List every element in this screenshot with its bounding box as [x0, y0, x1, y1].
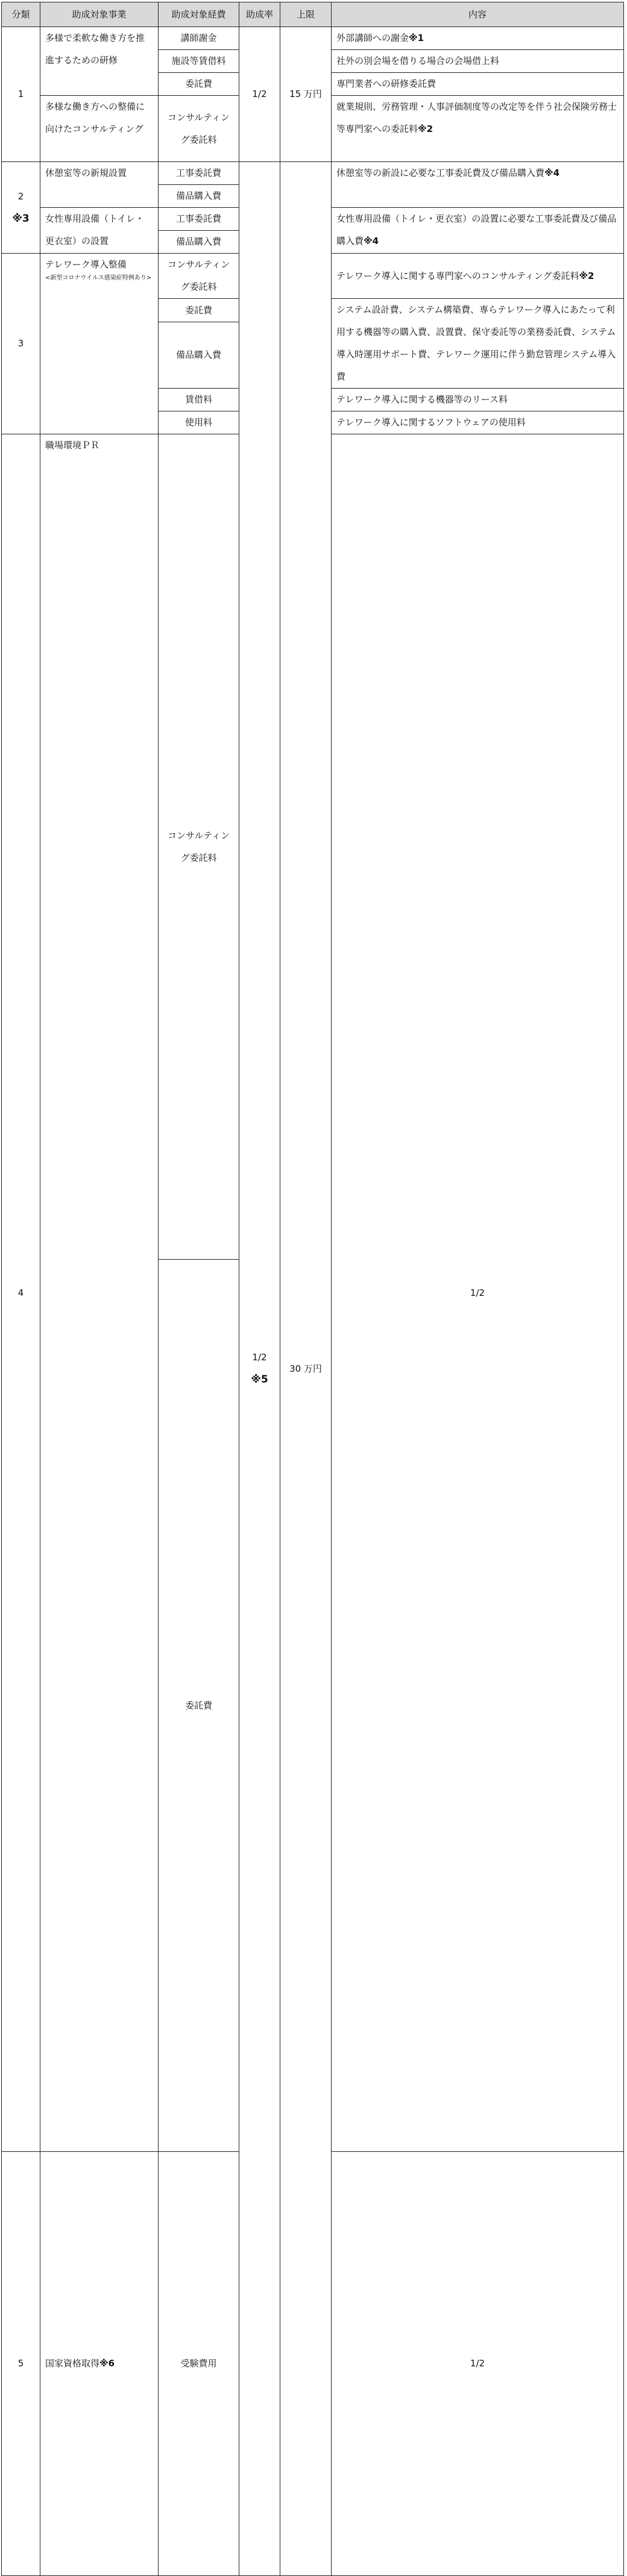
program-1b: 多様な働き方への整備に向けたコンサルティング	[40, 96, 159, 162]
content-1a3: 専門業者への研修委託費	[332, 73, 624, 96]
content-text: テレワーク導入に関する専門家へのコンサルティング委託料	[336, 270, 579, 281]
program-5	[40, 2152, 159, 2576]
expense-3-1: コンサルティング委託料	[159, 254, 239, 299]
note-mark: ※2	[418, 123, 433, 134]
header-program: 助成対象事業	[40, 2, 159, 27]
category-4: 4	[2, 434, 40, 2152]
content-1a1	[332, 27, 624, 50]
content-text: 就業規則、労務管理・人事評価制度等の改定等を伴う社会保険労務士等専門家への委託料	[336, 101, 617, 134]
expense-3-3: 備品購入費	[159, 322, 239, 389]
header-content: 内容	[332, 2, 624, 27]
expense-1a2: 施設等賃借料	[159, 50, 239, 73]
note-mark: ※2	[579, 270, 594, 281]
content-2a	[332, 162, 624, 208]
expense-1b: コンサルティング委託料	[159, 96, 239, 162]
rate-1: 1/2	[239, 27, 280, 162]
content-text: 休憩室等の新設に必要な工事委託費及び備品購入費	[336, 167, 545, 178]
note-mark: ※6	[99, 2358, 115, 2369]
program-2b: 女性専用設備（トイレ・更衣室）の設置	[40, 208, 159, 254]
content-3-4: テレワーク導入に関する機器等のリース料	[332, 389, 624, 411]
expense-4-1: コンサルティング委託料	[159, 434, 239, 1260]
table-row	[2, 162, 624, 185]
category-5: 5	[2, 2152, 40, 2576]
content-3-2: システム設計費、システム構築費、専らテレワーク導入にあたって利用する機器等の購入費、設置費、保守委託等の業務委託費、システム導入時運用サポート費、テレワーク運用に伴う勤怠管理システム導入費	[332, 299, 624, 389]
expense-1a3: 委託費	[159, 73, 239, 96]
expense-2a1: 工事委託費	[159, 162, 239, 185]
note-mark: ※4	[544, 167, 560, 178]
limit-mid: 30 万円	[280, 162, 332, 2576]
rate-mid	[239, 162, 280, 2576]
category-3: 3	[2, 254, 40, 434]
expense-2b2: 備品購入費	[159, 231, 239, 254]
program-3	[40, 254, 159, 434]
rate-value: 1/2	[252, 1352, 267, 1363]
expense-3-5: 使用料	[159, 411, 239, 434]
expense-2b1: 工事委託費	[159, 208, 239, 231]
expense-3-2: 委託費	[159, 299, 239, 322]
header-rate: 助成率	[239, 2, 280, 27]
program-note: <新型コロナウイルス感染症特例あり>	[45, 275, 152, 281]
note-mark: ※4	[364, 236, 379, 246]
content-text: 外部講師への謝金	[336, 33, 409, 43]
content-3-5: テレワーク導入に関するソフトウェアの使用料	[332, 411, 624, 434]
content-1a2: 社外の別会場を借りる場合の会場借上料	[332, 50, 624, 73]
content-2b	[332, 208, 624, 254]
expense-5: 受験費用	[159, 2152, 239, 2576]
rate-5: 1/2	[332, 2152, 624, 2576]
category-1: 1	[2, 27, 40, 162]
program-1a: 多様で柔軟な働き方を推進するための研修	[40, 27, 159, 96]
program-4: 職場環境ＰＲ	[40, 434, 159, 2152]
subsidy-table	[1, 2, 624, 2576]
table-row	[2, 27, 624, 50]
header-row	[2, 2, 624, 27]
limit-1: 15 万円	[280, 27, 332, 162]
category-2	[2, 162, 40, 254]
program-text: テレワーク導入整備	[45, 259, 127, 270]
expense-4-2: 委託費	[159, 1260, 239, 2152]
expense-2a2: 備品購入費	[159, 185, 239, 208]
content-3-1	[332, 254, 624, 299]
note-mark: ※5	[251, 1374, 268, 1386]
content-text: 女性専用設備（トイレ・更衣室）の設置に必要な工事委託費及び備品購入費	[336, 213, 617, 246]
expense-3-4: 賃借料	[159, 389, 239, 411]
note-mark: ※1	[409, 33, 424, 43]
rate-4: 1/2	[332, 434, 624, 2152]
note-mark: ※3	[12, 212, 30, 225]
content-1b	[332, 96, 624, 162]
header-limit: 上限	[280, 2, 332, 27]
category-number: 2	[17, 190, 24, 202]
header-expense: 助成対象経費	[159, 2, 239, 27]
program-text: 国家資格取得	[45, 2358, 100, 2369]
expense-1a1: 講師謝金	[159, 27, 239, 50]
program-2a: 休憩室等の新規設置	[40, 162, 159, 208]
header-category: 分類	[2, 2, 40, 27]
